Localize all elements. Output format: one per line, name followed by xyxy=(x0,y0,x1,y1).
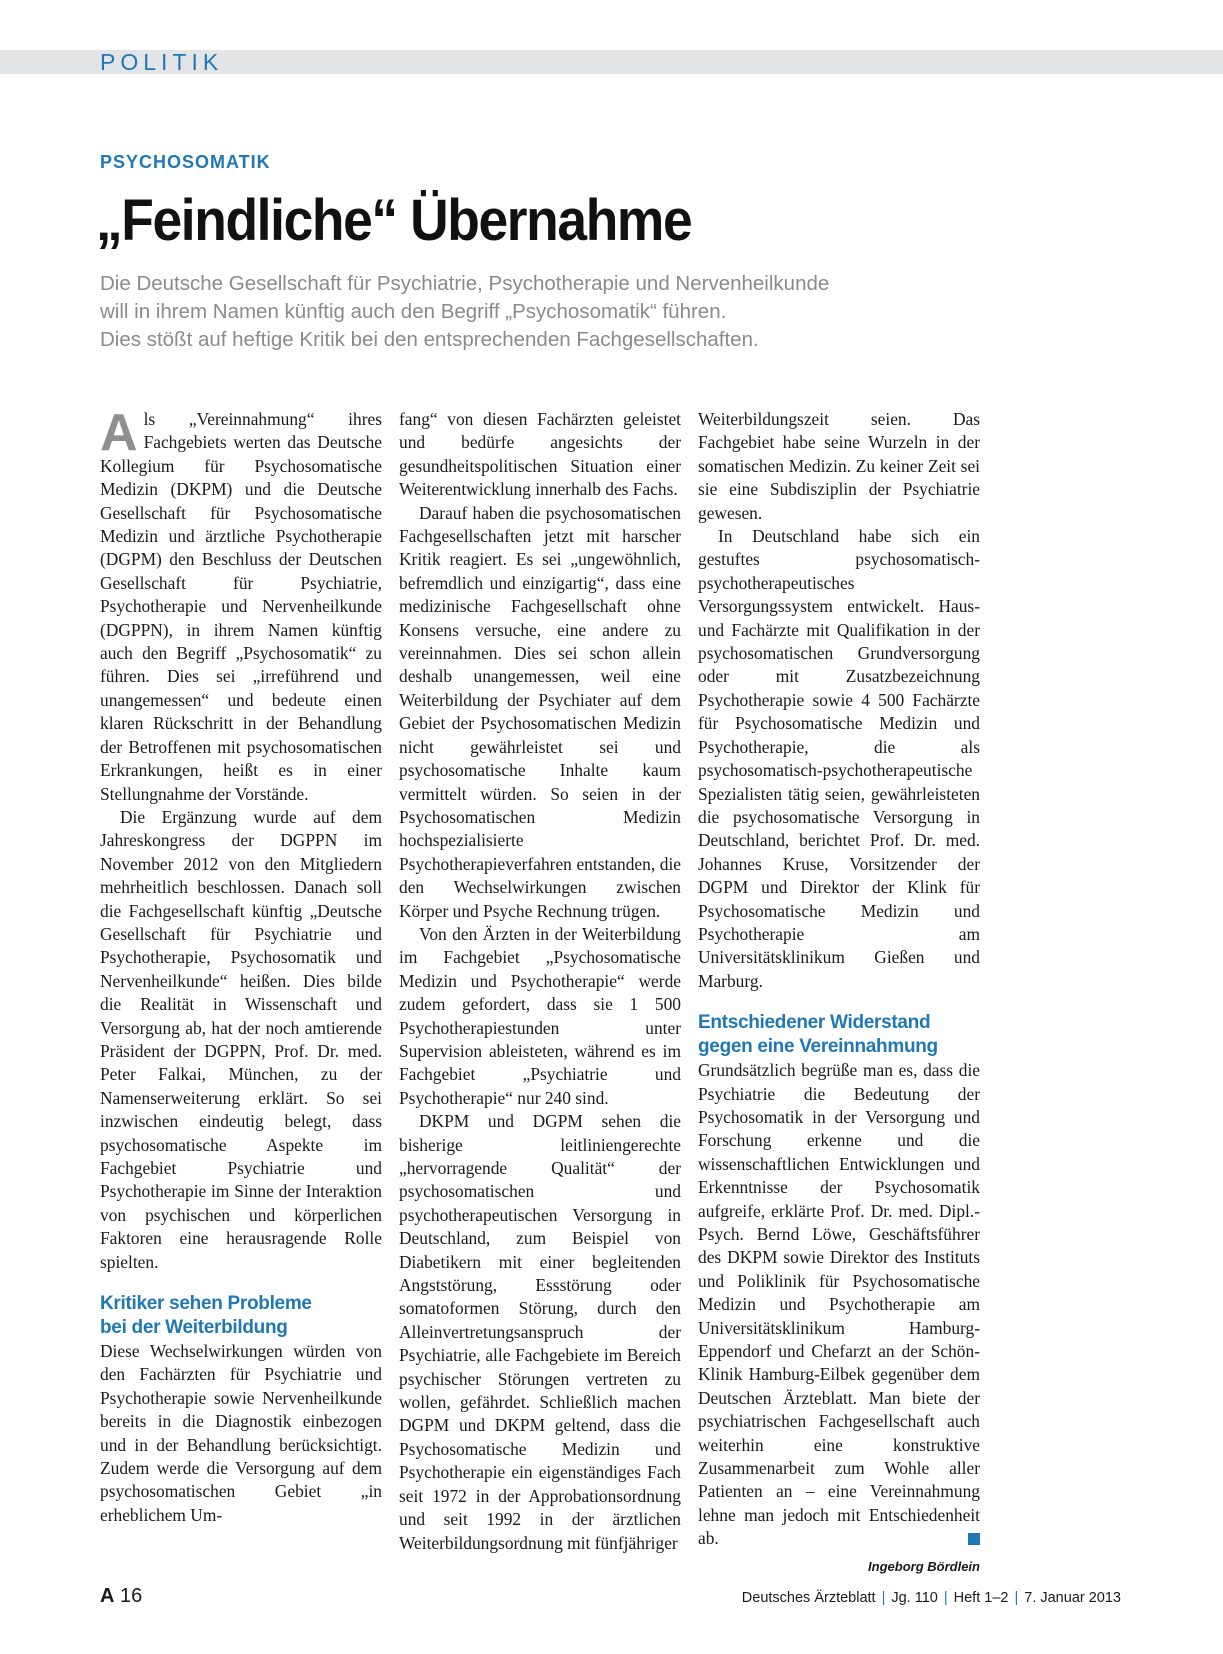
separator: | xyxy=(943,1590,948,1606)
paragraph xyxy=(698,1059,980,1551)
section-label: POLITIK xyxy=(100,49,224,75)
paragraph-text: ls „Vereinnahmung“ ihres Fachgebiets werten das Deutsche Kollegium für Psychosomatische Medizin (DKPM) und die Deutsche Gesellschaft für Psychosomatische Medizin und ärztliche Psychotherapie (DGPM) den Beschluss der Deutschen Gesellschaft für Psychiatrie, Psychotherapie und Nervenheilkunde (DGPPN), in ihrem Namen künftig auch den Begriff „Psychosomatik“ zu führen. Dies sei „irreführend und unangemessen“ und bedeute einen klaren Rückschritt in der Behandlung der Betroffenen mit psychosomatischen Erkrankungen, heißt es in einer Stellungnahme der Vorstände. xyxy=(100,409,382,804)
lead-line: Dies stößt auf heftige Kritik bei den entsprechenden Fachgesellschaften. xyxy=(100,328,759,351)
paragraph-text: Grundsätzlich begrüße man es, dass die Psychiatrie die Bedeutung der Psychosomatik in der Versorgung und Forschung erkenne und die wissenschaftlichen Entwicklungen und Erkenntnisse der Psychosomatik aufgreife, erklärte Prof. Dr. med. Dipl.-Psych. Bernd Löwe, Geschäftsführer des DKPM sowie Direktor des Instituts und Poliklinik für Psychosomatische Medizin und Psychotherapie am Universitätsklinikum Hamburg-Eppendorf und Chefarzt an der Schön-Klinik Hamburg-Eilbek gegenüber dem Deutschen Ärzteblatt. Man biete der psychiatrischen Fachgesellschaft auch weiterhin eine konstruktive Zusammenarbeit zum Wohle aller Patienten an – eine Vereinnahmung lehne man jedoch mit Entschiedenheit ab. xyxy=(698,1060,980,1549)
footer-citation xyxy=(742,1590,1121,1606)
paragraph: Die Ergänzung wurde auf dem Jahreskongress der DGPPN im November 2012 von den Mitgliedern mehrheitlich beschlossen. Danach soll die Fachgesellschaft künftig „Deutsche Gesellschaft für Psychiatrie und Psychotherapie, Psychosomatik und Nervenheilkunde“ heißen. Dies bilde die Realität in Wissenschaft und Versorgung ab, hat der noch amtierende Präsident der DGPPN, Prof. Dr. med. Peter Falkai, München, zu der Namenserweiterung erklärt. So sei inzwischen eindeutig belegt, dass psychosomatische Aspekte im Fachgebiet Psychiatrie und Psychotherapie im Sinne der Interaktion von psychischen und körperlichen Faktoren eine herausragende Rolle spielten. xyxy=(100,806,382,1272)
article-title: „Feindliche“ Übernahme xyxy=(96,188,692,253)
subheading-line: bei der Weiterbildung xyxy=(100,1317,288,1339)
publication-name: Deutsches Ärzteblatt xyxy=(741,1590,876,1606)
paragraph: DKPM und DGPM sehen die bisherige leitliniengerechte „hervorragende Qualität“ der psychosomatischen und psychotherapeutischen Versorgung in Deutschland, zum Beispiel von Diabetikern mit einer begleitenden Angststörung, Essstörung oder somatoformen Störung, durch den Alleinvertretungsanspruch der Psychiatrie, alle Fachgebiete im Bereich psychischer Störungen vertreten zu wollen, gefährdet. Schließlich machen DGPM und DKPM geltend, dass die Psychosomatische Medizin und Psychotherapie ein eigenständiges Fach seit 1972 in der Approbationsordnung und seit 1992 in der ärztlichen Weiterbildungsordnung mit fünfjähriger xyxy=(399,1111,681,1553)
separator: | xyxy=(1014,1590,1019,1606)
paragraph: Weiterbildungszeit seien. Das Fachgebiet habe seine Wurzeln in der somatischen Medizin. Zu keiner Zeit sei sie eine Subdisziplin der Psychiatrie gewesen. xyxy=(698,409,980,523)
issue: Heft 1–2 xyxy=(953,1590,1009,1606)
paragraph: In Deutschland habe sich ein gestuftes psychosomatisch-psychotherapeutisches Versorgungssystem entwickelt. Haus- und Fachärzte mit Qualifikation in der psychosomatischen Grundversorgung oder mit Zusatzbezeichnung Psychotherapie sowie 4 500 Fachärzte für Psychosomatische Medizin und Psychotherapie, die als psychosomatisch-psychotherapeutische Spezialisten tätig seien, gewährleisteten die psychosomatische Versorgung in Deutschland, berichtet Prof. Dr. med. Johannes Kruse, Vorsitzender der DGPM und Direktor der Klink für Psychosomatische Medizin und Psychotherapie am Universitätsklinikum Gießen und Marburg. xyxy=(698,526,980,991)
issue-date: 7. Januar 2013 xyxy=(1024,1590,1121,1606)
paragraph xyxy=(100,404,382,806)
volume: Jg. 110 xyxy=(891,1590,938,1606)
end-mark-icon xyxy=(968,1533,980,1545)
drop-cap: A xyxy=(100,404,138,462)
author-byline: Ingeborg Bördlein xyxy=(868,1558,980,1574)
separator: | xyxy=(881,1590,886,1606)
text-column-3 xyxy=(698,408,980,1578)
paragraph: fang“ von diesen Fachärzten geleistet und bedürfe angesichts der gesundheitspolitischen Situation einer Weiterentwicklung innerhalb des Fachs. xyxy=(399,409,681,500)
subheading xyxy=(100,1292,382,1340)
page-number-value: 16 xyxy=(120,1585,143,1607)
article-lead xyxy=(100,270,1000,354)
page-prefix: A xyxy=(100,1585,115,1607)
paragraph: Diese Wechselwirkungen würden von den Fachärzten für Psychiatrie und Psychotherapie sowie Nervenheilkunde bereits in die Diagnostik einbezogen und in der Behandlung berücksichtigt. Zudem werde die Versorgung auf dem psychosomatischen Gebiet „in erheblichem Um- xyxy=(100,1341,382,1525)
subheading xyxy=(698,1011,980,1059)
article-kicker: PSYCHOSOMATIK xyxy=(100,152,271,172)
text-column-2 xyxy=(399,408,681,1555)
page-number xyxy=(100,1585,142,1608)
lead-line: will in ihrem Namen künftig auch den Begriff „Psychosomatik“ führen. xyxy=(100,300,727,323)
lead-line: Die Deutsche Gesellschaft für Psychiatrie, Psychotherapie und Nervenheilkunde xyxy=(100,272,830,295)
paragraph: Von den Ärzten in der Weiterbildung im Fachgebiet „Psychosomatische Medizin und Psychotherapie“ werde zudem gefordert, dass sie 1 500 Psychotherapiestunden unter Supervision ableisteten, während es im Fachgebiet „Psychiatrie und Psychotherapie“ nur 240 sind. xyxy=(399,923,681,1108)
subheading-line: Kritiker sehen Probleme xyxy=(100,1293,312,1315)
subheading-line: Entschiedener Widerstand xyxy=(698,1012,931,1034)
paragraph: Darauf haben die psychosomatischen Fachgesellschaften jetzt mit harscher Kritik reagiert. Es sei „ungewöhnlich, befremdlich und einzigartig“, dass eine medizinische Fachgesellschaft ohne Konsens versuche, eine andere zu vereinnahmen. Dies sei schon allein deshalb unangemessen, weil eine Weiterbildung der Psychiater auf dem Gebiet der Psychosomatischen Medizin nicht gewährleistet sei und psychosomatische Inhalte kaum vermittelt würden. So seien in der Psychosomatischen Medizin hochspezialisierte Psychotherapieverfahren entstanden, die den Wechselwirkungen zwischen Körper und Psyche Rechnung trügen. xyxy=(399,502,681,921)
subheading-line: gegen eine Vereinnahmung xyxy=(698,1036,938,1058)
text-column-1 xyxy=(100,404,382,1527)
